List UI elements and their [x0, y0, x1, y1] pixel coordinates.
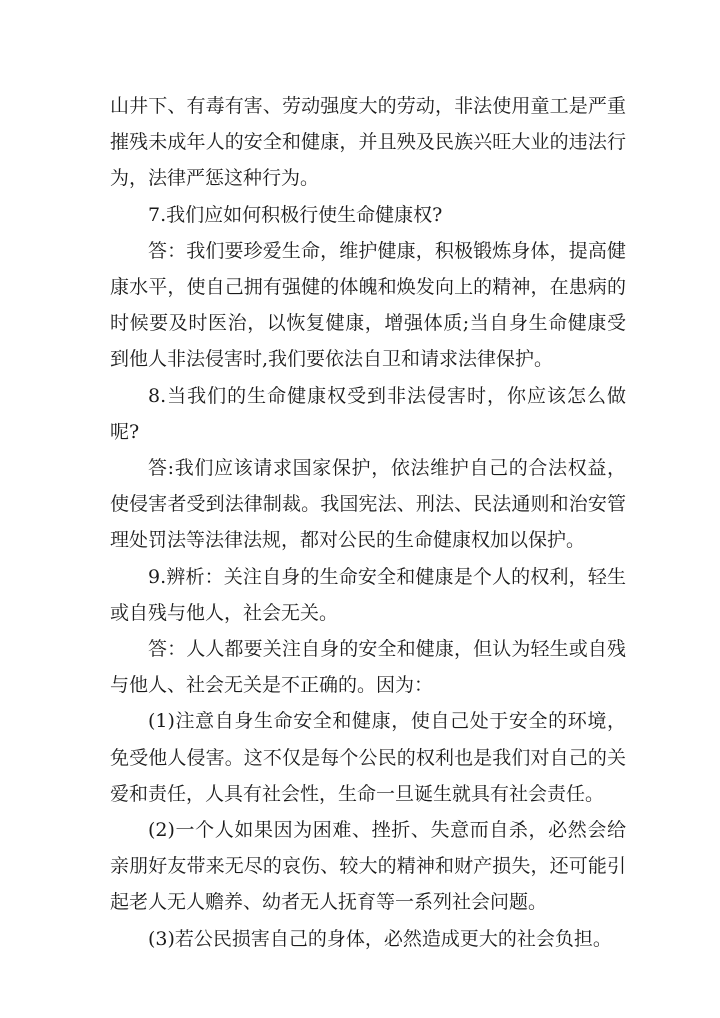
- answer-8: 答:我们应该请求国家保护，依法维护自己的合法权益，使侵害者受到法律制裁。我国宪法、刑法、民法通则和治安管理处罚法等法律法规，都对公民的生命健康权加以保护。: [110, 457, 626, 552]
- question-7: 7.我们应如何积极行使生命健康权?: [148, 203, 443, 226]
- answer-9-point-2: (2)一个人如果因为困难、挫折、失意而自杀，必然会给亲朋好友带来无尽的哀伤、较大的精神和财产损失，还可能引起老人无人赡养、幼者无人抚育等一系列社会问题。: [110, 819, 626, 914]
- question-8: 8.当我们的生命健康权受到非法侵害时，你应该怎么做呢?: [110, 384, 626, 443]
- question-9: 9.辨析：关注自身的生命安全和健康是个人的权利，轻生或自残与他人，社会无关。: [110, 565, 626, 624]
- document-body: [110, 88, 626, 957]
- answer-9-point-1: (1)注意自身生命安全和健康，使自己处于安全的环境，免受他人侵害。这不仅是每个公民的权利也是我们对自己的关爱和责任，人具有社会性，生命一旦诞生就具有社会责任。: [110, 710, 626, 805]
- answer-7: 答：我们要珍爱生命，维护健康，积极锻炼身体，提高健康水平，使自己拥有强健的体魄和焕发向上的精神，在患病的时候要及时医治，以恢复健康，增强体质;当自身生命健康受到他人非法侵害时,我们要依法自卫和请求法律保护。: [110, 239, 626, 371]
- answer-9-intro: 答：人人都要关注自身的安全和健康，但认为轻生或自残与他人、社会无关是不正确的。因为：: [110, 638, 626, 697]
- paragraph-child-labor-conclusion: 山井下、有毒有害、劳动强度大的劳动，非法使用童工是严重摧残未成年人的安全和健康，并且殃及民族兴旺大业的违法行为，法律严惩这种行为。: [110, 95, 626, 190]
- answer-9-point-3: (3)若公民损害自己的身体，必然造成更大的社会负担。: [148, 927, 612, 950]
